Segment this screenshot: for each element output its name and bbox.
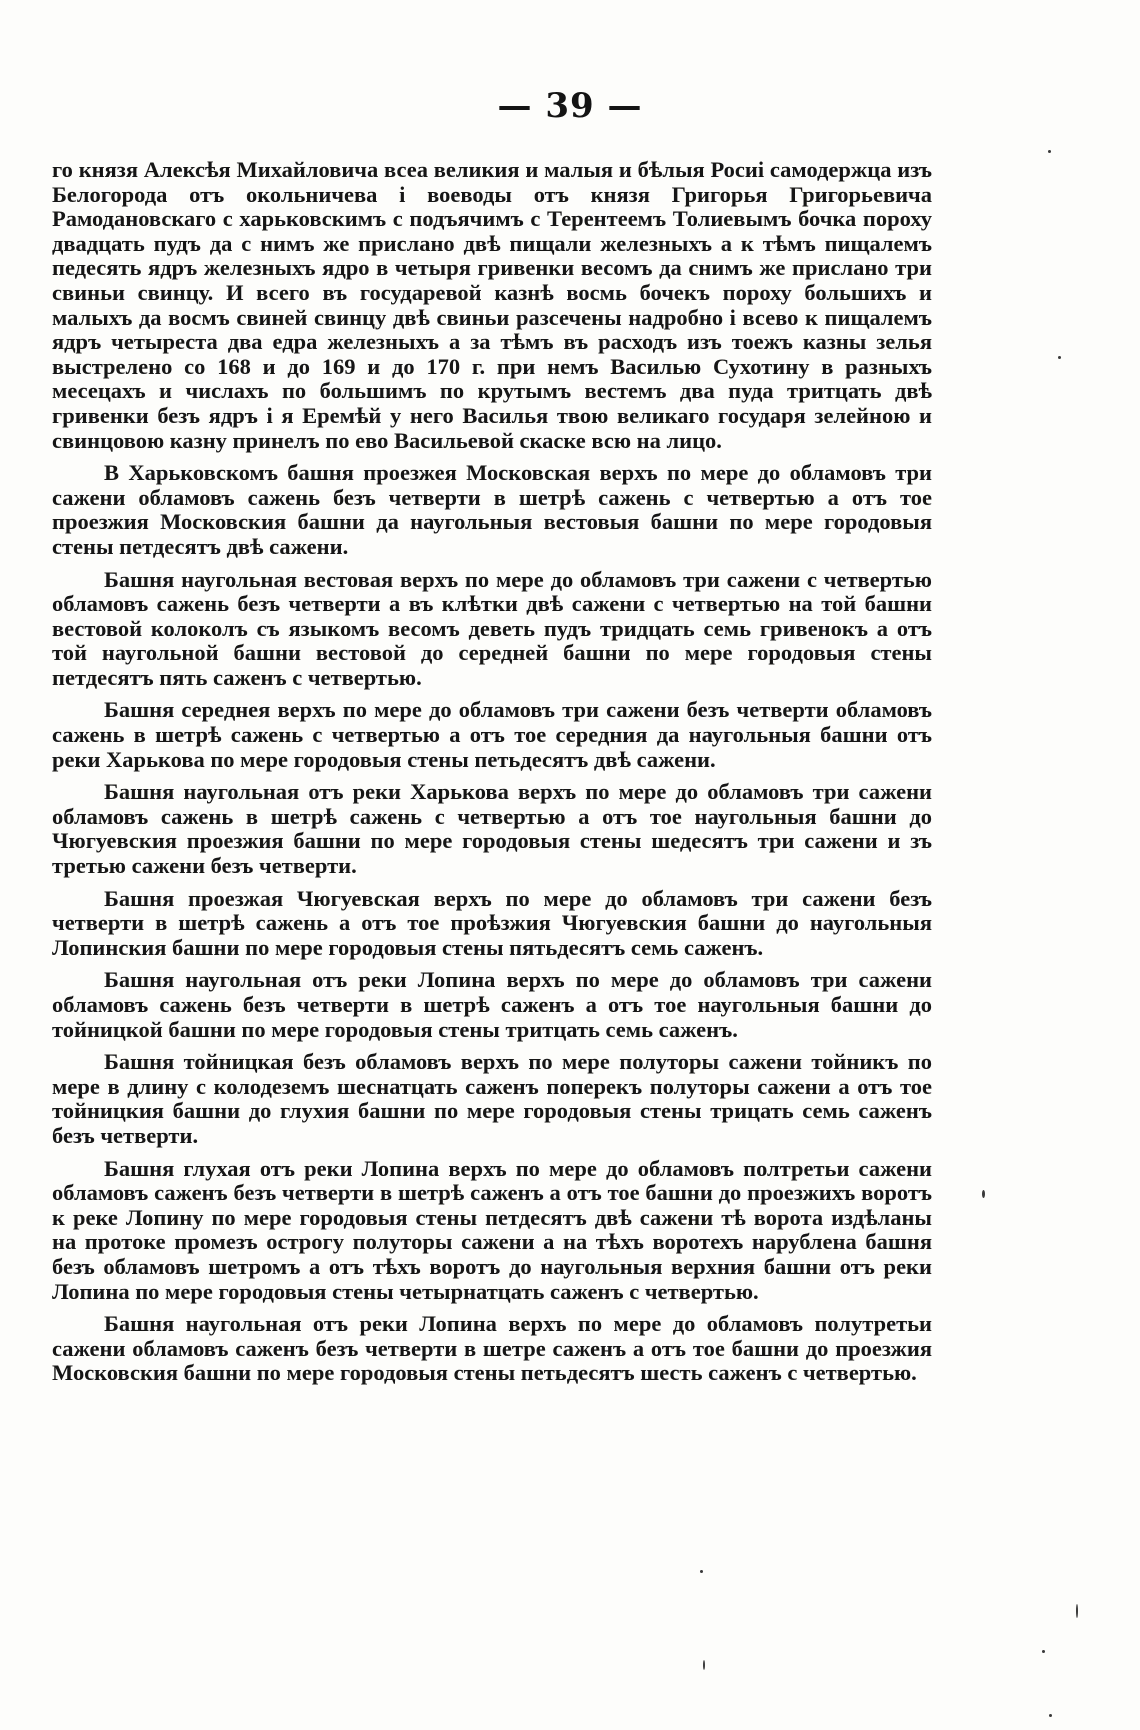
- paragraph: Башня середнея верхъ по мере до обламовъ три сажени безъ четверти обламовъ сажень в шетрѣ сажень с четвертью а отъ тое середния да наугольныя башни отъ реки Харькова по мере городовыя стены петьдесятъ двѣ сажени.: [52, 697, 932, 772]
- paragraph: Башня глухая отъ реки Лопина верхъ по мере до обламовъ полтретьи сажени обламовъ саженъ безъ четверти в шетрѣ саженъ а отъ тое башни до проезжихъ воротъ к реке Лопину по мере городовыя стены петдесятъ двѣ сажени тѣ ворота издѣланы на протоке промезъ острогу полуторы сажени а на тѣхъ воротехъ нарублена башня безъ обламовъ шетромъ а отъ тѣхъ воротъ до наугольныя верхния башни отъ реки Лопина по мере городовыя стены четырнатцать саженъ с четвертью.: [52, 1155, 932, 1304]
- scan-speck: [703, 1660, 705, 1670]
- scan-speck: [1048, 150, 1051, 153]
- paragraph: Башня наугольная отъ реки Лопина верхъ по мере до обламовъ полутретьи сажени обламовъ саженъ безъ четверти в шетре саженъ а отъ тое башни до проезжия Московския башни по мере городовыя стены петьдесятъ шесть саженъ с четвертью.: [52, 1311, 932, 1386]
- paragraph: Башня наугольная вестовая верхъ по мере до обламовъ три сажени с четвертью обламовъ сажень безъ четверти а въ клѣтки двѣ сажени с четвертью на той башни вестовой колоколъ съ языкомъ весомъ деветь пудъ тридцать семь гривенокъ а отъ той наугольной башни вестовой до середней башни по мере городовыя стены петдесятъ пять саженъ с четвертью.: [52, 566, 932, 690]
- scan-speck: [1058, 356, 1061, 359]
- body-text: [52, 158, 932, 1394]
- paragraph: В Харьковскомъ башня проезжея Московская верхъ по мере до обламовъ три сажени обламовъ сажень безъ четверти в шетрѣ сажень с четвертью а отъ тое проезжия Московския башни да наугольныя вестовыя башни по мере городовыя стены петдесятъ двѣ сажени.: [52, 460, 932, 559]
- paragraph: Башня тойницкая безъ обламовъ верхъ по мере полуторы сажени тойникъ по мере в длину с колодеземъ шеснатцать саженъ поперекъ полуторы сажени а отъ тое тойницкия башни до глухия башни по мере городовыя стены трицать семь саженъ безъ четверти.: [52, 1049, 932, 1148]
- scan-speck: [1049, 1714, 1052, 1717]
- scan-speck: [1042, 1650, 1045, 1653]
- paragraph: Башня наугольная отъ реки Харькова верхъ по мере до обламовъ три сажени обламовъ сажень в шетрѣ сажень с четвертью а отъ тое наугольныя башни до Чюгуевския проезжия башни по мере городовыя стены шедесятъ три сажени и зъ третью сажени безъ четверти.: [52, 779, 932, 879]
- page-number: — 39 —: [497, 86, 643, 126]
- scan-speck: [982, 1190, 985, 1198]
- paragraph: го князя Алексѣя Михайловича всеа великия и малыя и бѣлыя Росиі самодержца изъ Белогорода отъ окольничева і воеводы отъ князя Григорья Григорьевича Рамодановскаго с харьковскимъ с подъячимъ с Терентеемъ Толиевымъ бочка пороху двадцать пудъ да с нимъ же прислано двѣ пищали железныхъ а к тѣмъ пищалемъ педесять ядръ железныхъ ядро в четыря гривенки весомъ да снимъ же прислано три свиньи свинцу. И всего въ государевой казнѣ восмь бочекъ пороху большихъ и малыхъ да восмъ свиней свинцу двѣ свиньи разсечены надробно і всево к пищалемъ ядръ четыреста два едра железныхъ а за тѣмъ въ расходъ изъ тоежъ казны зелья выстрелено со 168 и до 169 и до 170 г. при немъ Василью Сухотину в разныхъ месецахъ и числахъ по большимъ по крутымъ вестемъ два пуда тритцать двѣ гривенки безъ ядръ і я Еремѣй у него Василья твою великаго государя зелейною и свинцовою казну принелъ по ево Васильевой скаске всю на лицо.: [52, 157, 932, 453]
- paragraph: Башня наугольная отъ реки Лопина верхъ по мере до обламовъ три сажени обламовъ сажень безъ четверти в шетрѣ саженъ а отъ тое наугольныя башни до тойницкой башни по мере городовыя стены тритцать семь саженъ.: [52, 967, 932, 1042]
- paragraph: Башня проезжая Чюгуевская верхъ по мере до обламовъ три сажени безъ четверти в шетрѣ сажень а отъ тое проѣзжия Чюгуевския башни до наугольныя Лопинския башни по мере городовыя стены пятьдесятъ семь саженъ.: [52, 885, 932, 960]
- scan-speck: [1076, 1604, 1078, 1618]
- scan-speck: [700, 1570, 703, 1573]
